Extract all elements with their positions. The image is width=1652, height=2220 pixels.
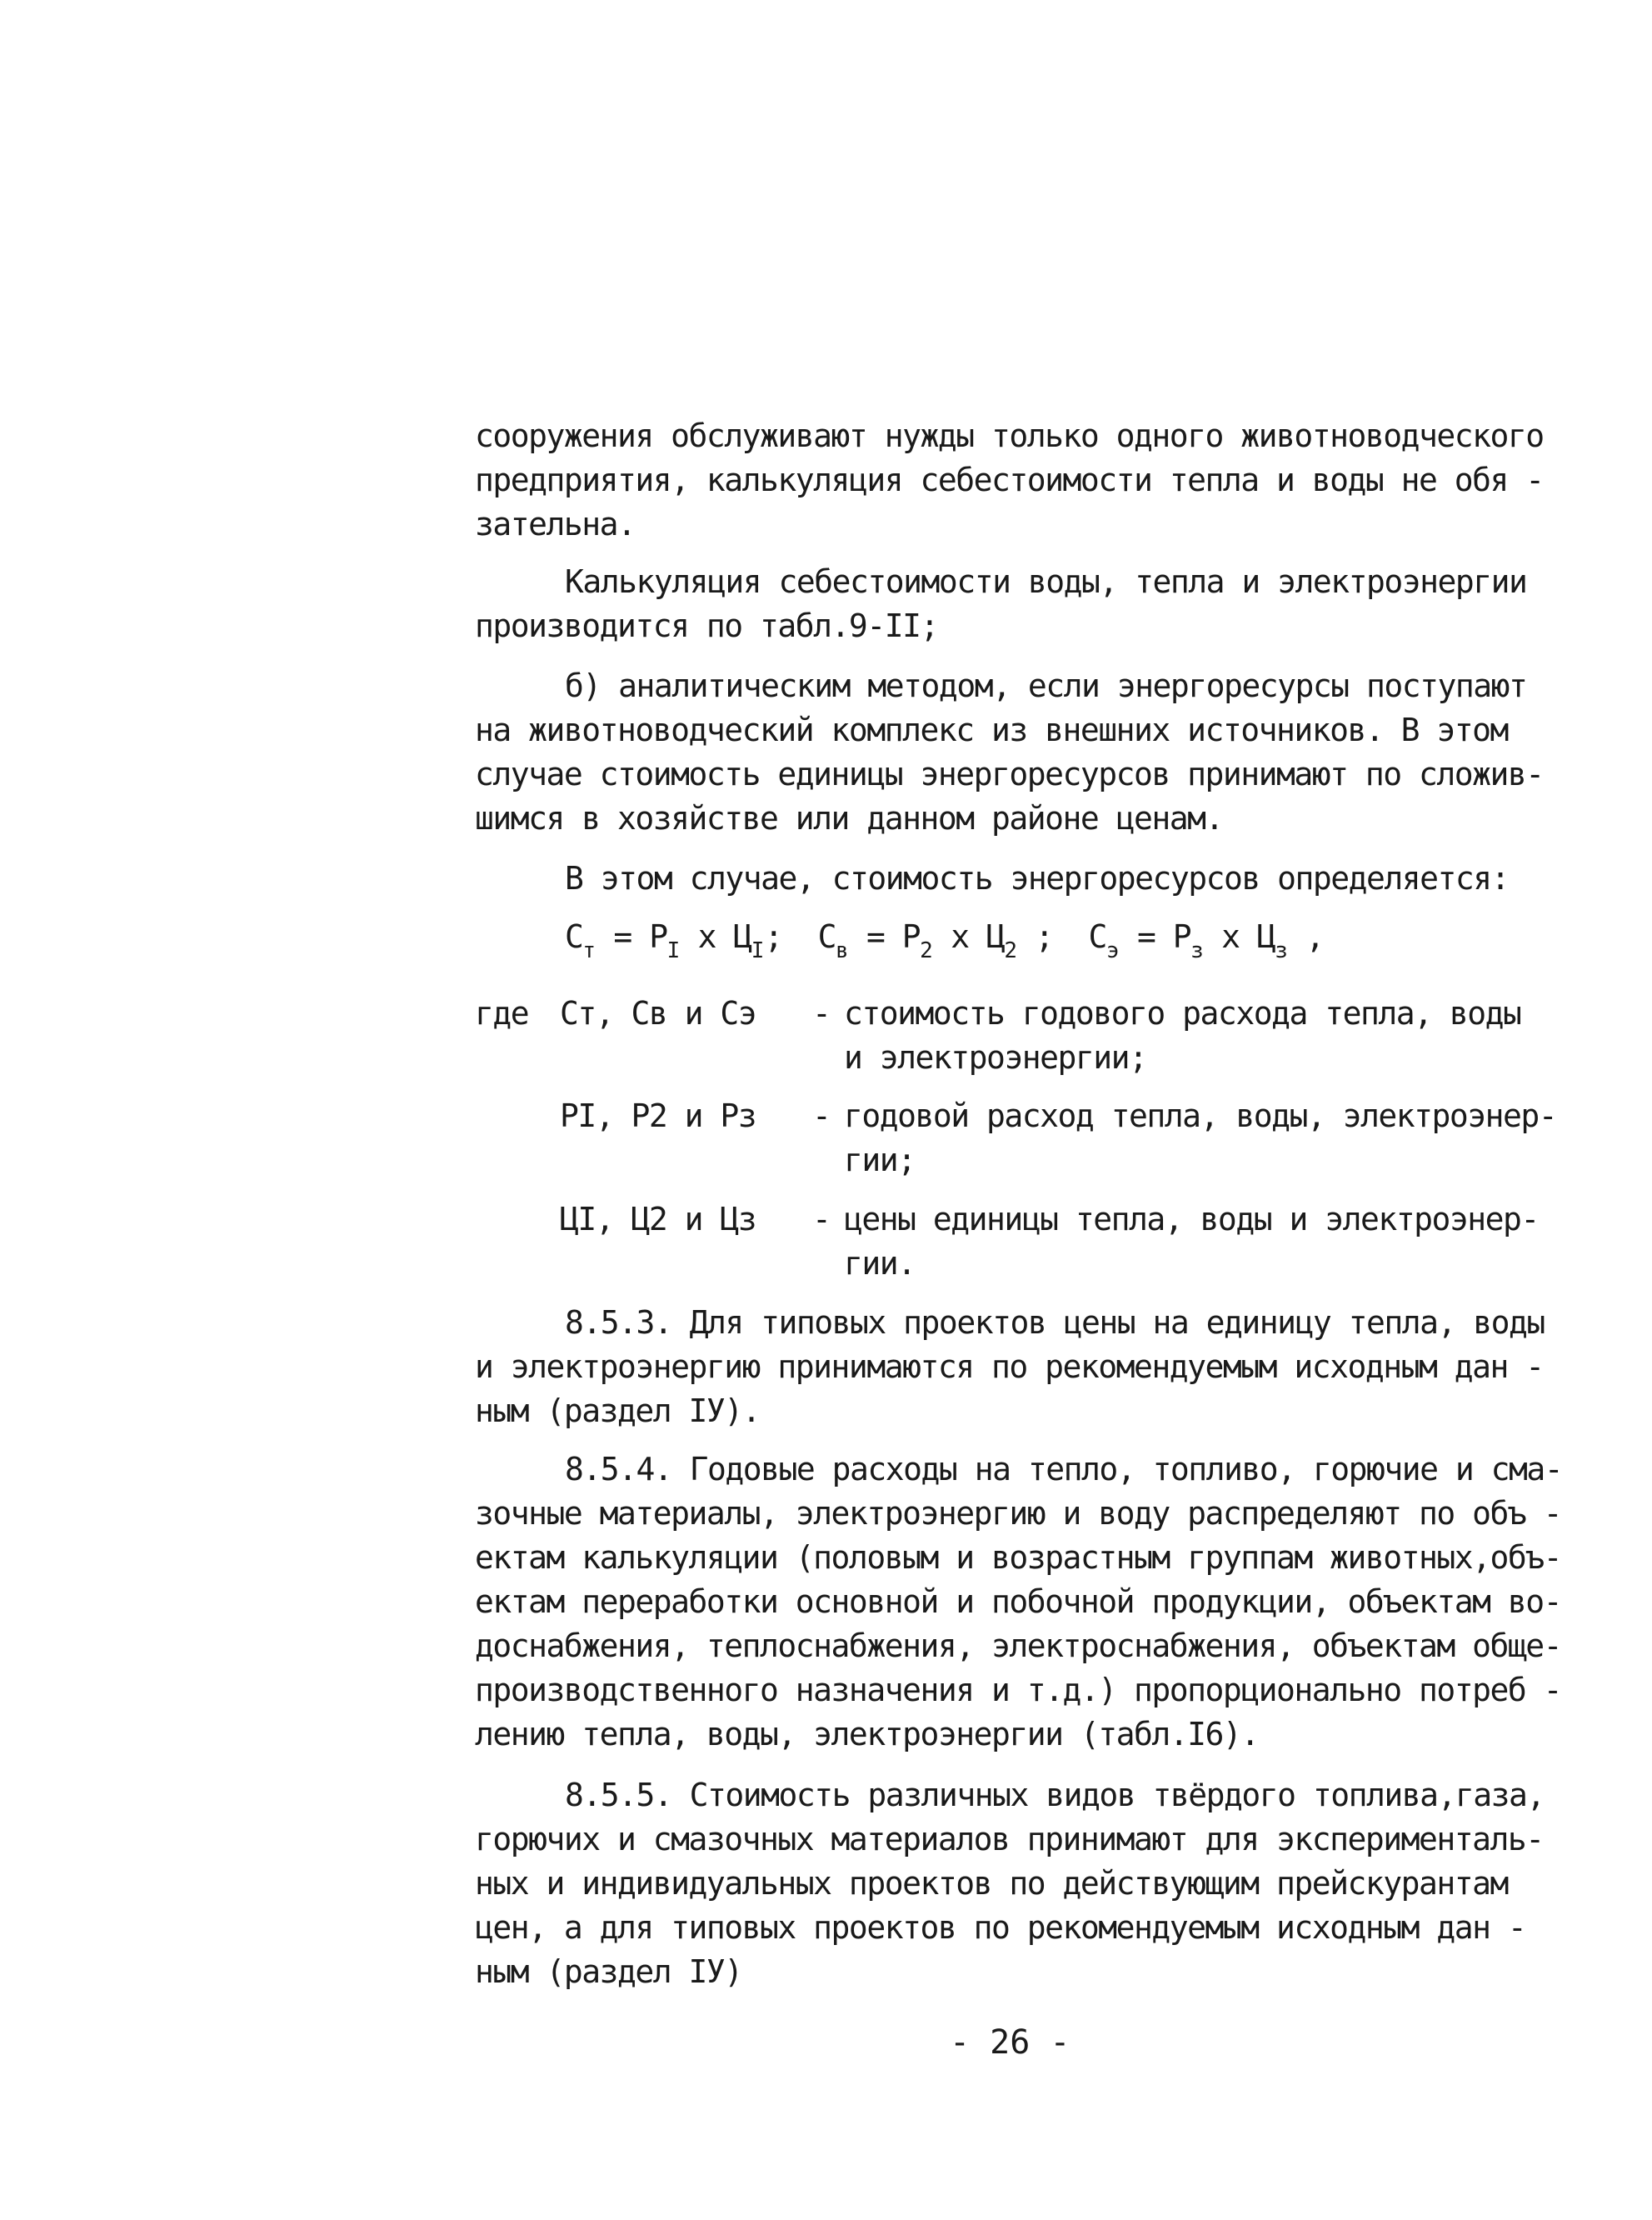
text-line: случае стоимость единицы энергоресурсов принимают по сложив- [475,756,1544,792]
definition-text: гии; [844,1142,916,1178]
text-line: доснабжения, теплоснабжения, электроснабжения, объектам обще- [475,1628,1562,1664]
definition-dash: - [812,1201,831,1238]
text-line: 8.5.3. Для типовых проектов цены на единицу тепла, воды [565,1304,1545,1341]
where-label: где [475,995,529,1032]
definition-text: стоимость годового расхода тепла, воды [844,995,1521,1032]
definition-text: цены единицы тепла, воды и электроэнер- [844,1201,1539,1238]
text-line: предприятия, калькуляция себестоимости тепла и воды не обя - [475,462,1544,498]
text-line: лению тепла, воды, электроэнергии (табл.I6). [475,1716,1259,1752]
text-line: производственного назначения и т.д.) пропорционально потреб - [475,1672,1562,1708]
definition-dash: - [812,1098,831,1134]
text-line: цен, а для типовых проектов по рекомендуемым исходным дан - [475,1909,1526,1946]
text-line: зочные материалы, электроэнергию и воду распределяют по объ - [475,1495,1562,1532]
text-line: производится по табл.9-II; [475,608,938,644]
definition-symbols: РI, Р2 и Рз [560,1098,756,1134]
definition-text: годовой расход тепла, воды, электроэнер- [844,1098,1557,1134]
cost-formula: $С_т = Р_I$ x $Ц_I$; $С_в = Р_2$ x $Ц_2$ ; $С_э = Р_з$ x $Ц_з$ , [565,918,1324,963]
text-line: зательна. [475,506,636,542]
text-line: и электроэнергию принимаются по рекомендуемым исходным дан - [475,1348,1544,1385]
definition-text: и электроэнергии; [844,1039,1147,1076]
text-line: горючих и смазочных материалов принимают для эксперименталь- [475,1821,1544,1858]
page-number: - 26 - [950,2023,1071,2062]
text-line: сооружения обслуживают нужды только одного животноводческого [475,418,1544,454]
text-line: 8.5.5. Стоимость различных видов твёрдого топлива,газа, [565,1777,1545,1813]
text-line: В этом случае, стоимость энергоресурсов определяется: [565,860,1510,897]
text-line: ным (раздел IУ). [475,1392,761,1429]
text-line: ектам калькуляции (половым и возрастным группам животных,объ- [475,1539,1562,1576]
text-line: ных и индивидуальных проектов по действующим прейскурантам [475,1865,1508,1902]
text-line: Калькуляция себестоимости воды, тепла и электроэнергии [565,563,1527,600]
definition-text: гии. [844,1245,916,1282]
definition-symbols: Ст, Св и Сэ [560,995,756,1032]
definition-symbols: ЦI, Ц2 и Цз [560,1201,756,1238]
text-line: на животноводческий комплекс из внешних источников. В этом [475,712,1508,748]
text-line: ектам переработки основной и побочной продукции, объектам во- [475,1583,1562,1620]
text-line: 8.5.4. Годовые расходы на тепло, топливо, горючие и сма- [565,1451,1563,1488]
text-line: шимся в хозяйстве или данном районе ценам. [475,800,1223,837]
text-line: ным (раздел IУ) [475,1953,742,1990]
text-line: б) аналитическим методом, если энергоресурсы поступают [565,668,1527,704]
definition-dash: - [812,995,831,1032]
